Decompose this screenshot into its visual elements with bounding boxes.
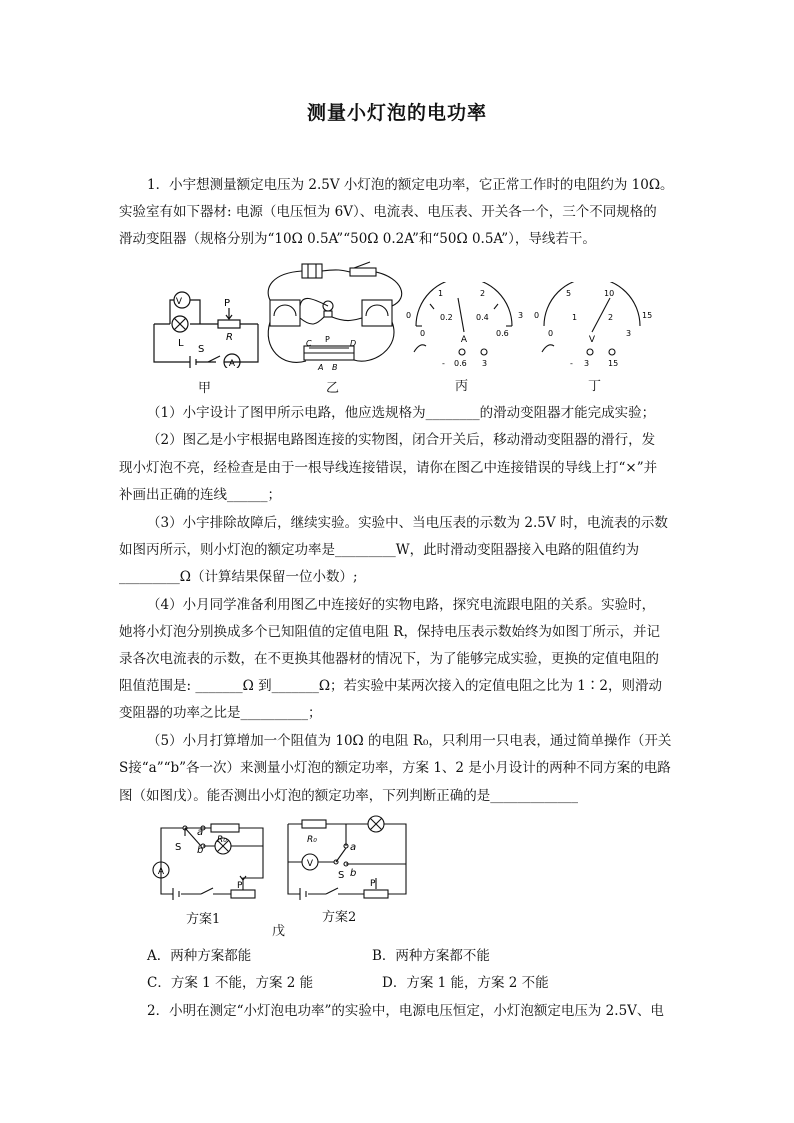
q1-sub-2-line-3: 补画出正确的连线______；	[119, 487, 281, 503]
figure-wu-plan-2	[280, 812, 415, 912]
vm-term-15: 15	[608, 359, 619, 368]
q1-sub-1: （1）小宇设计了图甲所示电路，他应选规格为________的滑动变阻器才能完成实验；	[147, 405, 656, 421]
am-top-0: 0	[406, 311, 412, 320]
option-a: A．两种方案都能	[147, 948, 252, 964]
caption-jia: 甲	[198, 381, 212, 396]
plan2-label-p: P	[370, 879, 376, 889]
q1-sub-4-line-1: （4）小月同学准备利用图乙中连接好的实物电路，探究电流跟电阻的关系。实验时，	[147, 597, 656, 613]
caption-plan-2: 方案2	[322, 910, 357, 925]
plan1-label-a-meter: A	[157, 867, 165, 877]
am-term-06: 0.6	[454, 359, 467, 368]
page-title: 测量小灯泡的电功率	[306, 102, 487, 124]
q1-sub-4-line-5: 变阻器的功率之比是__________；	[119, 705, 322, 721]
q1-sub-4-line-3: 录各次电流表的示数，在不更换其他器材的情况下，为了能够完成实验，更换的定值电阻的	[119, 651, 659, 667]
figure-bing-ammeter	[400, 282, 530, 372]
figure-ding-voltmeter	[528, 282, 660, 372]
vm-top-0: 0	[534, 311, 540, 320]
vm-bottom-1: 1	[572, 313, 578, 322]
vm-bottom-3: 3	[626, 329, 632, 338]
jia-label-l: L	[178, 338, 184, 349]
plan1-label-s: S	[175, 842, 182, 853]
plan2-label-s: S	[338, 870, 345, 881]
figure-wu-plan-1	[145, 810, 270, 910]
caption-bing: 丙	[455, 379, 469, 394]
q1-sub-4-line-4: 阻值范围是: _______Ω 到_______Ω；若实验中某两次接入的定值电阻之比为 1∶2，则滑动	[119, 678, 662, 694]
q2-line-1: 2．小明在测定“小灯泡电功率”的实验中，电源电压恒定，小灯泡额定电压为 2.5V、电	[147, 1003, 664, 1019]
plan1-label-p: P	[237, 881, 243, 891]
am-top-3: 3	[518, 311, 524, 320]
q1-line-1: 1．小宇想测量额定电压为 2.5V 小灯泡的额定电功率，它正常工作时的电阻约为 10Ω。	[147, 177, 674, 193]
yi-label-b: B	[332, 363, 338, 372]
am-term-neg: -	[442, 359, 445, 368]
vm-bottom-2: 2	[608, 313, 614, 322]
am-bottom-2: 0.4	[476, 313, 489, 322]
q1-sub-5-line-1: （5）小月打算增加一个阻值为 10Ω 的电阻 R₀，只利用一只电表，通过简单操作（开关	[147, 733, 672, 749]
option-d: D．方案 1 能，方案 2 不能	[382, 975, 549, 991]
plan2-label-b: b	[350, 868, 357, 879]
caption-ding: 丁	[588, 379, 602, 394]
bing-label-a: A	[460, 335, 468, 345]
vm-top-15: 15	[642, 311, 653, 320]
plan2-label-r0: R₀	[307, 835, 317, 845]
caption-wu: 戊	[272, 924, 286, 939]
am-top-2: 2	[480, 289, 486, 298]
vm-top-10: 10	[604, 289, 615, 298]
figure-jia-circuit	[140, 288, 270, 368]
yi-label-a: A	[318, 363, 324, 372]
figure-yi-apparatus	[262, 258, 410, 378]
vm-bottom-0: 0	[548, 329, 554, 338]
option-b: B．两种方案都不能	[372, 948, 490, 964]
q1-line-2: 实验室有如下器材: 电源（电压恒为 6V）、电流表、电压表、开关各一个，三个不同规格的	[119, 204, 657, 220]
q1-sub-5-line-3: 图（如图戊）。能否测出小灯泡的额定功率，下列判断正确的是_____________	[119, 788, 578, 804]
q1-line-3: 滑动变阻器（规格分别为“10Ω 0.5A”“50Ω 0.2A”和“50Ω 0.5A”），导线若干。	[119, 231, 596, 247]
option-c: C．方案 1 不能，方案 2 能	[147, 975, 314, 991]
jia-label-p: P	[224, 298, 231, 309]
plan1-label-a: a	[197, 827, 204, 838]
yi-label-p: P	[325, 335, 330, 344]
plan1-label-r0: R₀	[217, 835, 227, 845]
am-bottom-0: 0	[420, 329, 426, 338]
am-top-1: 1	[438, 289, 444, 298]
am-bottom-3: 0.6	[496, 329, 509, 338]
plan2-label-v-meter: V	[306, 859, 314, 869]
q1-sub-3-line-2: 如图丙所示，则小灯泡的额定功率是_________W，此时滑动变阻器接入电路的阻值约为	[119, 542, 640, 558]
plan2-label-a: a	[350, 842, 357, 853]
q1-sub-2-line-2: 现小灯泡不亮，经检查是由于一根导线连接错误，请你在图乙中连接错误的导线上打“×”并	[119, 460, 658, 476]
jia-label-a: A	[228, 359, 236, 368]
q1-sub-3-line-3: _________Ω（计算结果保留一位小数）;	[119, 569, 358, 585]
vm-term-3: 3	[584, 359, 590, 368]
yi-label-d: D	[350, 339, 357, 348]
vm-term-neg: -	[570, 359, 573, 368]
q1-sub-3-line-1: （3）小宇排除故障后，继续实验。实验中、当电压表的示数为 2.5V 时，电流表的示数	[147, 515, 668, 531]
jia-label-r: R	[226, 332, 233, 343]
jia-label-v: V	[175, 297, 183, 307]
am-bottom-1: 0.2	[440, 313, 453, 322]
caption-plan-1: 方案1	[186, 912, 221, 927]
caption-yi: 乙	[326, 381, 340, 396]
q1-sub-2-line-1: （2）图乙是小宇根据电路图连接的实物图，闭合开关后，移动滑动变阻器的滑行，发	[147, 432, 656, 448]
yi-label-c: C	[306, 339, 312, 348]
plan1-label-b: b	[197, 845, 204, 856]
jia-label-s: S	[198, 344, 205, 355]
vm-top-5: 5	[566, 289, 572, 298]
am-term-3: 3	[482, 359, 488, 368]
ding-label-v: V	[588, 335, 596, 345]
q1-sub-5-line-2: S接“a”“b”各一次）来测量小灯泡的额定功率，方案 1、2 是小月设计的两种不同方案的电路	[119, 760, 671, 776]
q1-sub-4-line-2: 她将小灯泡分别换成多个已知阻值的定值电阻 R，保持电压表示数始终为如图丁所示，并记	[119, 624, 660, 640]
